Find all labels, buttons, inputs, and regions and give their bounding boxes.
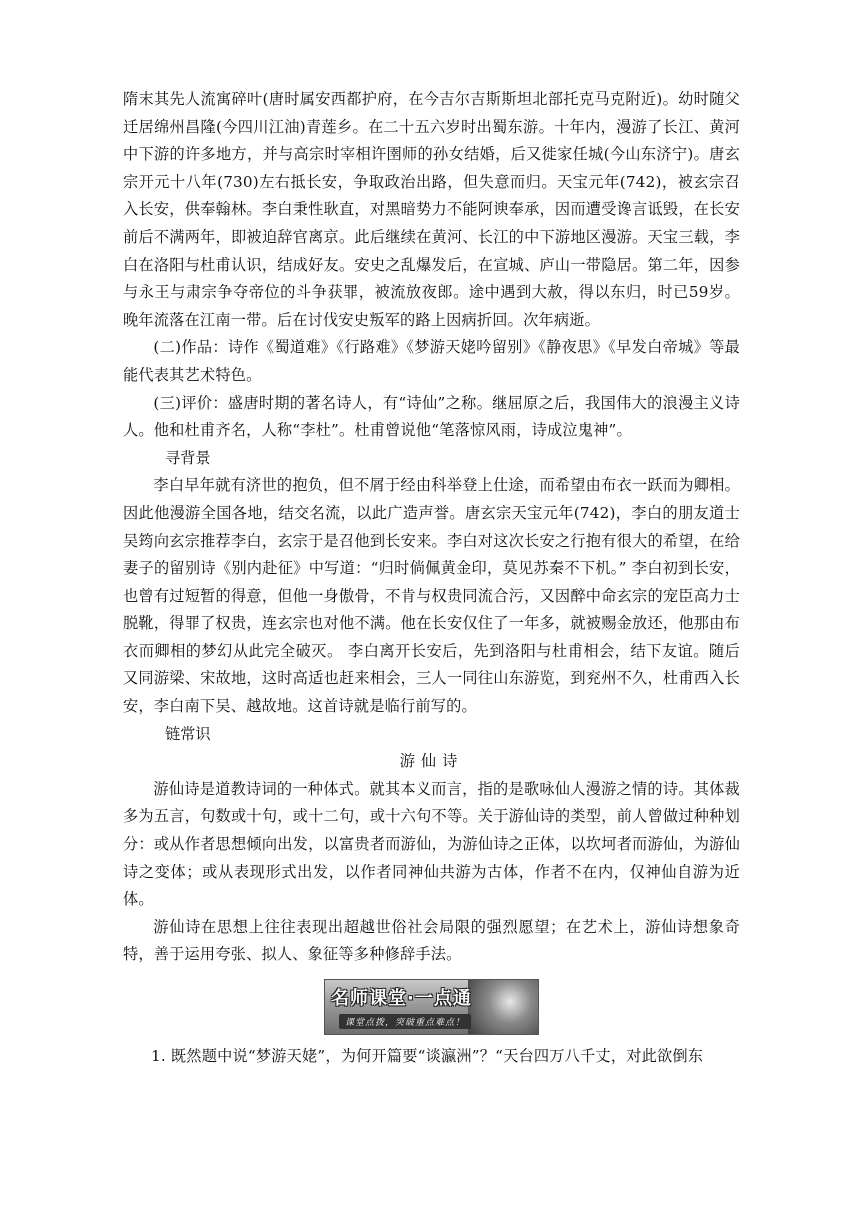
banner-title: 名师课堂·一点通 <box>331 988 472 1009</box>
biography-paragraph: 隋末其先人流寓碎叶(唐时属安西都护府，在今吉尔吉斯斯坦北部托克马克附近)。幼时随父迁居绵州昌隆(今四川江油)青莲乡。在二十五六岁时出蜀东游。十年内，漫游了长江、黄河中下游的许多地方，并与高宗时宰相许圉师的孙女结婚，后又徙家任城(今山东济宁)。唐玄宗开元十八年(730)左右抵长安，争取政治出路，但失意而归。天宝元年(742)，被玄宗召入长安，供奉翰林。李白秉性耿直，对黑暗势力不能阿谀奉承，因而遭受谗言诋毁，在长安前后不满两年，即被迫辞官离京。此后继续在黄河、长江的中下游地区漫游。天宝三载，李白在洛阳与杜甫认识，结成好友。安史之乱爆发后，在宣城、庐山一带隐居。第二年，因参与永王与肃宗争夺帝位的斗争获罪，被流放夜郎。途中遇到大赦，得以东归，时已59岁。晚年流落在江南一带。后在讨伐安史叛军的路上因病折回。次年病逝。 <box>123 90 740 329</box>
knowledge-paragraph-1: 游仙诗是道教诗词的一种体式。就其本义而言，指的是歌咏仙人漫游之情的诗。其体裁多为五言，句数或十句，或十二句，或十六句不等。关于游仙诗的类型，前人曾做过种种划分：或从作者思想倾向出发，以富贵者而游仙，为游仙诗之正体，以坎坷者而游仙，为游仙诗之变体；或从表现形式出发，以作者同神仙共游为古体，作者不在内，仅神仙自游为近体。 <box>123 779 740 909</box>
banner-illustration-icon <box>468 980 538 1034</box>
knowledge-paragraph-2: 游仙诗在思想上往往表现出超越世俗社会局限的强烈愿望；在艺术上，游仙诗想象奇特，善于运用夸张、拟人、象征等多种修辞手法。 <box>123 917 740 964</box>
document-page <box>123 86 740 1071</box>
banner-container <box>123 979 740 1035</box>
knowledge-title: 游仙诗 <box>399 752 464 771</box>
evaluation-paragraph: (三)评价：盛唐时期的著名诗人，有“诗仙”之称。继屈原之后，我国伟大的浪漫主义诗人。他和杜甫齐名，人称“李杜”。杜甫曾说他“笔落惊风雨，诗成泣鬼神”。 <box>123 393 740 440</box>
knowledge-heading: 链常识 <box>165 724 211 743</box>
background-paragraph: 李白早年就有济世的抱负，但不屑于经由科举登上仕途，而希望由布衣一跃而为卿相。因此他漫游全国各地，结交名流，以此广造声誉。唐玄宗天宝元年(742)，李白的朋友道士吴筠向玄宗推荐李白，玄宗于是召他到长安来。李白对这次长安之行抱有很大的希望，在给妻子的留别诗《别内赴征》中写道：“归时倘佩黄金印，莫见苏秦不下机。” 李白初到长安，也曾有过短暂的得意，但他一身傲骨，不肯与权贵同流合污，又因醉中命玄宗的宠臣高力士脱靴，得罪了权贵，连玄宗也对他不满。他在长安仅住了一年多，就被赐金放还，他那由布衣而卿相的梦幻从此完全破灭。 李白离开长安后，先到洛阳与杜甫相会，结下友谊。随后又同游梁、宋故地，这时高适也赶来相会，三人一同往山东游览，到兖州不久，杜甫西入长安，李白南下吴、越故地。这首诗就是临行前写的。 <box>123 476 740 716</box>
question-1: 1. 既然题中说“梦游天姥”，为何开篇要“谈瀛洲”？“天台四万八千丈，对此欲倒东 <box>151 1047 704 1065</box>
background-heading: 寻背景 <box>165 448 211 467</box>
section-banner <box>324 979 539 1035</box>
banner-subtitle: 课堂点拨，突破重点难点！ <box>339 1014 471 1029</box>
works-paragraph: (二)作品：诗作《蜀道难》《行路难》《梦游天姥吟留别》《静夜思》《早发白帝城》等最能代表其艺术特色。 <box>123 338 740 384</box>
